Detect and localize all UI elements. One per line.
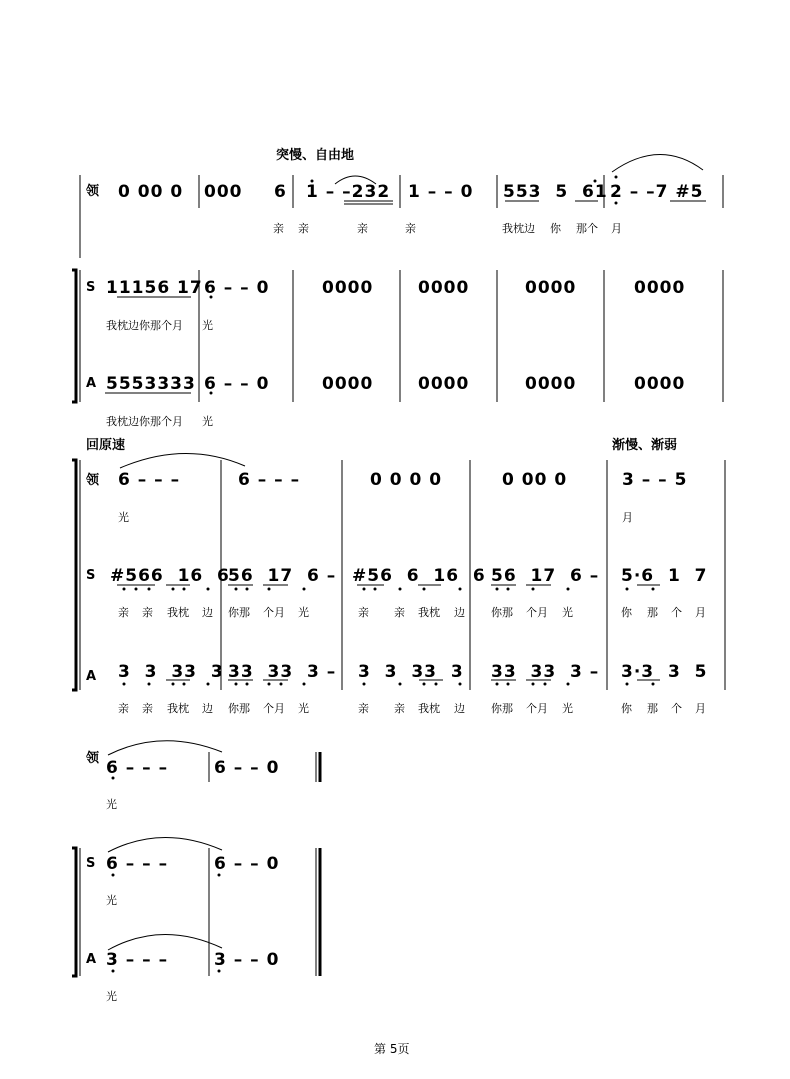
alto-measure: 0000 — [634, 374, 686, 394]
soprano-measure: 56 17 6 – — [228, 566, 337, 586]
lead-lyric: 那个 — [576, 222, 598, 235]
alto-lyric: 边 — [454, 702, 465, 715]
tempo-mark-a-tempo: 回原速 — [86, 438, 126, 453]
soprano-measure: #566 16 6 — [110, 566, 230, 586]
lead-lyric: 亲 — [273, 222, 284, 235]
voice-label-alto: A — [86, 376, 97, 391]
alto-measure: 3 3 33 3 — [358, 662, 464, 682]
soprano-measure: 0000 — [418, 278, 470, 298]
soprano-lyric: 亲 — [118, 606, 129, 619]
alto-lyric: 个 — [671, 702, 682, 715]
soprano-lyric: 我枕边你那个月 — [106, 319, 183, 332]
tempo-mark-rit-dim: 渐慢、渐弱 — [612, 438, 678, 453]
lead-lyric: 光 — [106, 798, 117, 811]
alto-lyric: 亲 — [358, 702, 369, 715]
alto-measure: 6 – – 0 — [204, 374, 270, 394]
alto-lyric: 亲 — [142, 702, 153, 715]
soprano-measure: 6 – – 0 — [214, 854, 280, 874]
lead-measure: 0 0 0 0 — [370, 470, 443, 490]
lead-measure: 3 – – 5 — [622, 470, 688, 490]
soprano-lyric: 你 — [621, 606, 632, 619]
lead-lyric: 亲 — [357, 222, 368, 235]
soprano-lyric: 亲 — [394, 606, 405, 619]
lead-measure: 1 – –232 — [306, 182, 391, 202]
lead-lyric: 亲 — [298, 222, 309, 235]
lead-measure: 0 00 0 — [502, 470, 568, 490]
alto-lyric: 我枕 — [167, 702, 189, 715]
soprano-lyric: 那 — [647, 606, 658, 619]
lead-measure: 1 – – 0 — [408, 182, 474, 202]
lead-lyric: 我枕边 — [502, 222, 535, 235]
lead-measure: 0 00 0 — [118, 182, 184, 202]
tempo-mark-sudden-slow: 突慢、自由地 — [276, 148, 355, 163]
soprano-lyric: 边 — [454, 606, 465, 619]
lead-lyric: 你 — [550, 222, 561, 235]
soprano-lyric: 亲 — [142, 606, 153, 619]
soprano-measure: 0000 — [634, 278, 686, 298]
soprano-lyric: 个月 — [526, 606, 548, 619]
soprano-lyric: 边 — [202, 606, 213, 619]
soprano-lyric: 你那 — [228, 606, 250, 619]
soprano-lyric: 光 — [298, 606, 309, 619]
soprano-lyric: 光 — [202, 319, 213, 332]
alto-lyric: 我枕边你那个月 — [106, 415, 183, 428]
soprano-measure: 0000 — [525, 278, 577, 298]
soprano-measure: 11156 17 — [106, 278, 203, 298]
voice-label-lead: 领 — [86, 473, 100, 488]
voice-label-alto: A — [86, 669, 97, 684]
alto-measure: 33 33 3 – — [491, 662, 600, 682]
soprano-lyric: 我枕 — [418, 606, 440, 619]
alto-lyric: 亲 — [118, 702, 129, 715]
alto-lyric: 光 — [202, 415, 213, 428]
alto-lyric: 光 — [106, 990, 117, 1003]
lead-measure: 2 – –7 #5 — [610, 182, 704, 202]
lead-lyric: 亲 — [405, 222, 416, 235]
soprano-lyric: 光 — [562, 606, 573, 619]
soprano-measure: 56 17 6 – — [491, 566, 600, 586]
lead-measure: 6 – – – — [118, 470, 181, 490]
lead-measure: 6 – – – — [238, 470, 301, 490]
alto-lyric: 个月 — [263, 702, 285, 715]
alto-measure: 3 3 33 3 — [118, 662, 224, 682]
alto-lyric: 亲 — [394, 702, 405, 715]
alto-lyric: 你 — [621, 702, 632, 715]
lead-measure: 553 5 61 — [503, 182, 608, 202]
lead-lyric: 月 — [622, 511, 633, 524]
alto-lyric: 光 — [562, 702, 573, 715]
voice-label-lead: 领 — [86, 751, 100, 766]
soprano-measure: 0000 — [322, 278, 374, 298]
lead-measure: 6 – – 0 — [214, 758, 280, 778]
alto-measure: 33 33 3 – — [228, 662, 337, 682]
lead-measure: 6 — [274, 182, 287, 202]
soprano-measure: 5·6 1 7 — [621, 566, 708, 586]
alto-measure: 0000 — [525, 374, 577, 394]
soprano-measure: #56 6 16 6 — [352, 566, 486, 586]
voice-label-lead: 领 — [86, 184, 100, 199]
voice-label-soprano: S — [86, 568, 96, 583]
soprano-lyric: 亲 — [358, 606, 369, 619]
voice-label-soprano: S — [86, 856, 96, 871]
soprano-lyric: 你那 — [491, 606, 513, 619]
alto-lyric: 个月 — [526, 702, 548, 715]
alto-measure: 3·3 3 5 — [621, 662, 708, 682]
alto-measure: 3 – – 0 — [214, 950, 280, 970]
lead-measure: 6 – – – — [106, 758, 169, 778]
alto-lyric: 你那 — [491, 702, 513, 715]
alto-lyric: 光 — [298, 702, 309, 715]
alto-measure: 0000 — [418, 374, 470, 394]
alto-lyric: 边 — [202, 702, 213, 715]
soprano-lyric: 个 — [671, 606, 682, 619]
voice-label-alto: A — [86, 952, 97, 967]
lead-lyric: 月 — [611, 222, 622, 235]
soprano-lyric: 个月 — [263, 606, 285, 619]
soprano-lyric: 光 — [106, 894, 117, 907]
alto-lyric: 月 — [695, 702, 706, 715]
alto-lyric: 你那 — [228, 702, 250, 715]
soprano-lyric: 月 — [695, 606, 706, 619]
alto-measure: 0000 — [322, 374, 374, 394]
soprano-measure: 6 – – 0 — [204, 278, 270, 298]
soprano-measure: 6 – – – — [106, 854, 169, 874]
soprano-lyric: 我枕 — [167, 606, 189, 619]
alto-measure: 5553333 — [106, 374, 196, 394]
voice-label-soprano: S — [86, 280, 96, 295]
lead-lyric: 光 — [118, 511, 129, 524]
page-number: 第 5页 — [374, 1042, 410, 1056]
alto-lyric: 那 — [647, 702, 658, 715]
alto-lyric: 我枕 — [418, 702, 440, 715]
alto-measure: 3 – – – — [106, 950, 169, 970]
lead-measure: 000 — [204, 182, 243, 202]
